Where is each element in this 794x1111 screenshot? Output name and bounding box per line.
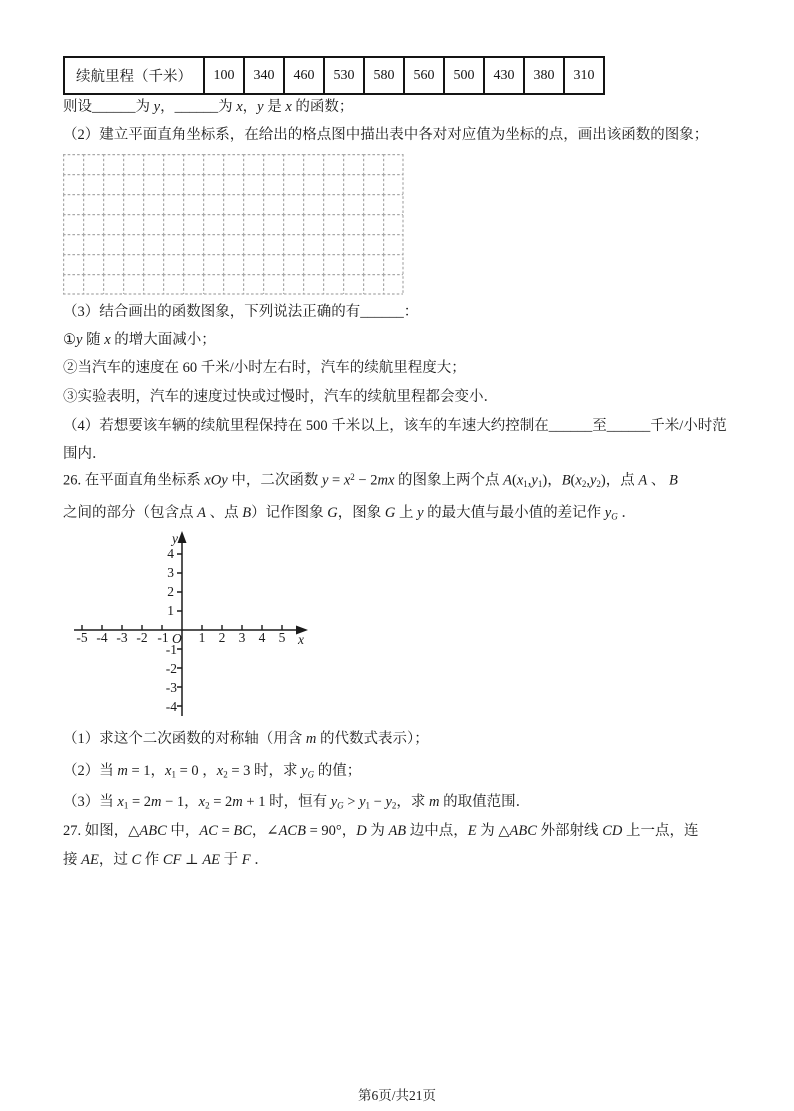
axes-svg	[58, 530, 314, 722]
y-axis-label: y	[172, 531, 178, 546]
y-tick-label: -1	[165, 642, 177, 657]
x-tick-label: 5	[278, 630, 286, 645]
x-tick-label: 2	[218, 630, 226, 645]
y-tick-label: -3	[165, 680, 177, 695]
table-value-cell: 500	[444, 57, 484, 94]
table-value-cell: 340	[244, 57, 284, 94]
q27-line-2: 接 AE，过 C 作 CF ⊥ AE 于 F ．	[63, 852, 269, 868]
x-tick-label: 1	[198, 630, 206, 645]
y-tick-label: 3	[167, 565, 174, 580]
y-tick-label: -4	[165, 699, 177, 714]
y-axis-arrow	[178, 531, 187, 543]
origin-label: O	[172, 631, 182, 646]
x-tick-label: 3	[238, 630, 246, 645]
q26-intro-line-2: 之间的部分（包含点 A 、点 B）记作图象 G，图象 G 上 y 的最大值与最小值的差记作 yG ．	[63, 505, 636, 522]
mileage-table	[63, 56, 605, 95]
q25-item2-line: （2）建立平面直角坐标系，在给出的格点图中描出表中各对对应值为坐标的点，画出该函数的图象；	[63, 127, 709, 143]
table-header-cell: 续航里程（千米）	[64, 57, 204, 94]
table-value-cell: 310	[564, 57, 604, 94]
q25-statement-2: ②当汽车的速度在 60 千米/小时左右时，汽车的续航里程度大；	[63, 360, 466, 376]
y-tick-label: -2	[165, 661, 177, 676]
q25-setup-line: 则设______为 y，______为 x，y 是 x 的函数；	[63, 99, 354, 115]
q26-part2-line: （2）当 m = 1，x1 = 0 ，x2 = 3 时，求 yG 的值；	[63, 763, 362, 780]
q27-line-1: 27. 如图，△ABC 中，AC = BC，∠ACB = 90°，D 为 AB 边中点，E 为 △ABC 外部射线 CD 上一点，连	[63, 823, 699, 839]
q26-part1-line: （1）求这个二次函数的对称轴（用含 m 的代数式表示）；	[63, 731, 429, 747]
q26-part3-line: （3）当 x1 = 2m − 1，x2 = 2m + 1 时，恒有 yG > y1 − y2，求 m 的取值范围．	[63, 794, 531, 811]
q25-item4-line-2: 围内．	[63, 446, 107, 462]
grid-svg	[63, 154, 404, 295]
q25-item4-line-1: （4）若想要该车辆的续航里程保持在 500 千米以上，该车的车速大约控制在______至______千米/小时范	[63, 418, 727, 434]
table-value-cell: 530	[324, 57, 364, 94]
x-tick-label: 4	[258, 630, 266, 645]
table-value-cell: 560	[404, 57, 444, 94]
x-tick-label: -4	[96, 630, 108, 645]
q25-statement-1: ①y 随 x 的增大面减小；	[63, 332, 216, 348]
q25-statement-3: ③实验表明，汽车的速度过快或过慢时，汽车的续航里程都会变小．	[63, 389, 498, 405]
table-value-cell: 100	[204, 57, 244, 94]
q26-intro-line-1: 26. 在平面直角坐标系 xOy 中，二次函数 $y = x^2 - 2mx$ 的图象上两个点 A(x1,y1)，B(x2,y2)，点 A 、 B	[63, 472, 678, 489]
x-tick-label: -1	[157, 630, 169, 645]
table-row	[64, 57, 604, 94]
q25-plot-grid	[63, 154, 404, 300]
table-value-cell: 580	[364, 57, 404, 94]
table-value-cell: 460	[284, 57, 324, 94]
table-value-cell: 430	[484, 57, 524, 94]
q25-item3-line: （3）结合画出的函数图象，下列说法正确的有______：	[63, 304, 419, 320]
y-tick-label: 1	[167, 603, 174, 618]
x-tick-label: -2	[136, 630, 148, 645]
table-value-cell: 380	[524, 57, 564, 94]
x-axis-label: x	[298, 632, 304, 647]
x-tick-label: -5	[76, 630, 88, 645]
x-tick-label: -3	[116, 630, 128, 645]
y-tick-label: 4	[167, 546, 174, 561]
q26-axes-plot	[58, 530, 314, 727]
grid-pattern-area	[63, 154, 403, 294]
y-tick-label: 2	[167, 584, 174, 599]
page-footer: 第6页/共21页	[357, 1088, 436, 1103]
